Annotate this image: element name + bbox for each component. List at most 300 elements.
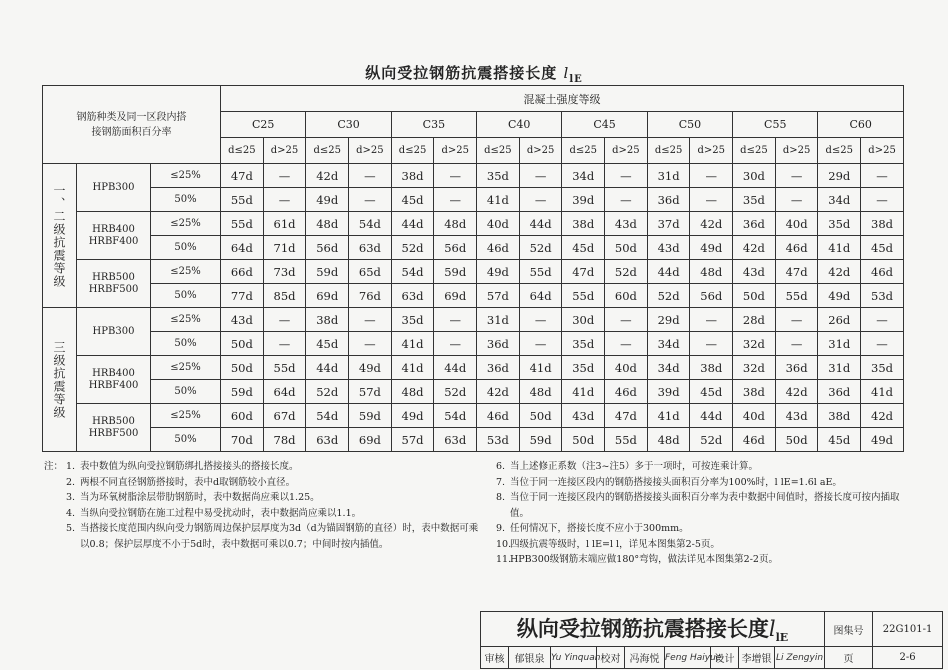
note-number: 8. xyxy=(496,492,506,503)
lap-length-value: 50d xyxy=(221,332,264,356)
lap-length-value: 54d xyxy=(306,404,349,428)
checker-signature: Feng Haiyue xyxy=(665,647,711,669)
lap-length-value: 59d xyxy=(221,380,264,404)
lap-length-value: — xyxy=(861,308,904,332)
lap-length-value: 35d xyxy=(562,356,605,380)
lap-length-value: 64d xyxy=(263,380,306,404)
subheader-d-gt-25: d>25 xyxy=(605,138,648,164)
note-number: 1. xyxy=(66,461,76,472)
subheader-d-le-25: d≤25 xyxy=(221,138,264,164)
lap-length-value: 61d xyxy=(263,212,306,236)
note-item xyxy=(496,521,916,537)
lap-length-value: 31d xyxy=(477,308,520,332)
lap-length-value: 36d xyxy=(733,212,776,236)
lap-length-value: — xyxy=(775,308,818,332)
grade-header: C45 xyxy=(562,112,647,138)
lap-length-value: 31d xyxy=(818,332,861,356)
lap-length-value: — xyxy=(263,332,306,356)
lap-length-value: 48d xyxy=(434,212,477,236)
note-text: 当位于同一连接区段内的钢筋搭接接头面积百分率为表中数据中间值时，搭接长度可按内插取值。 xyxy=(510,492,900,519)
lap-length-value: 44d xyxy=(391,212,434,236)
page-title: 纵向受拉钢筋抗震搭接长度 $l_{lE}$ xyxy=(365,64,583,85)
lap-length-value: 34d xyxy=(818,188,861,212)
lap-length-value: 49d xyxy=(391,404,434,428)
lap-length-value: 44d xyxy=(647,260,690,284)
lap-length-value: 36d xyxy=(647,188,690,212)
note-number: 3. xyxy=(66,492,76,503)
subheader-d-gt-25: d>25 xyxy=(775,138,818,164)
lap-length-value: 42d xyxy=(690,212,733,236)
grade-header: C50 xyxy=(647,112,732,138)
lap-length-value: 56d xyxy=(434,236,477,260)
lap-length-value: — xyxy=(434,188,477,212)
area-ratio-label: ≤25% xyxy=(151,356,221,380)
lap-length-value: 54d xyxy=(349,212,392,236)
lap-length-value: — xyxy=(519,164,562,188)
lap-length-value: — xyxy=(349,332,392,356)
review-label: 审核 xyxy=(481,647,509,669)
subheader-d-le-25: d≤25 xyxy=(647,138,690,164)
note-text: 当搭接长度范围内纵向受力钢筋周边保护层厚度为3d（d为锚固钢筋的直径）时，表中数据可乘以0.8；保护层厚度不小于5d时，表中数据可乘以0.7；中间时按内插值。 xyxy=(80,523,479,550)
note-item xyxy=(44,506,484,522)
area-ratio-label: ≤25% xyxy=(151,164,221,188)
lap-length-value: 49d xyxy=(306,188,349,212)
lap-length-value: 55d xyxy=(221,188,264,212)
lap-length-value: 38d xyxy=(562,212,605,236)
lap-length-value: 41d xyxy=(391,332,434,356)
lap-length-value: 45d xyxy=(562,236,605,260)
note-item xyxy=(44,490,484,506)
lap-length-value: 50d xyxy=(519,404,562,428)
reviewer-signature: Yu Yinquan xyxy=(551,647,597,669)
lap-length-value: 26d xyxy=(818,308,861,332)
note-item xyxy=(496,537,916,553)
lap-length-value: — xyxy=(605,332,648,356)
area-ratio-label: ≤25% xyxy=(151,308,221,332)
lap-length-value: — xyxy=(690,332,733,356)
lap-length-value: 43d xyxy=(647,236,690,260)
lap-length-value: 31d xyxy=(818,356,861,380)
lap-length-value: 38d xyxy=(818,404,861,428)
lap-length-value: 44d xyxy=(306,356,349,380)
note-text: 当上述修正系数（注3~注5）多于一项时，可按连乘计算。 xyxy=(510,461,759,472)
subheader-d-gt-25: d>25 xyxy=(349,138,392,164)
lap-length-value: — xyxy=(519,188,562,212)
lap-length-value: 59d xyxy=(434,260,477,284)
lap-length-value: 36d xyxy=(818,380,861,404)
note-text: 四级抗震等级时，l lE=l l，详见本图集第2-5页。 xyxy=(510,538,720,550)
lap-length-value: 57d xyxy=(349,380,392,404)
steel-type-label: HPB300 xyxy=(77,308,151,356)
lap-length-value: 69d xyxy=(306,284,349,308)
seismic-grade-label: 三级抗震等级 xyxy=(43,308,77,452)
lap-length-value: 46d xyxy=(605,380,648,404)
lap-length-value: — xyxy=(519,308,562,332)
lap-length-value: — xyxy=(861,188,904,212)
area-ratio-label: ≤25% xyxy=(151,260,221,284)
lap-length-value: — xyxy=(263,164,306,188)
lap-length-value: 48d xyxy=(306,212,349,236)
note-text: 表中数值为纵向受拉钢筋绑扎搭接接头的搭接长度。 xyxy=(80,461,299,472)
lap-length-value: 49d xyxy=(818,284,861,308)
title-symbol-sub: lE xyxy=(569,74,583,85)
lap-length-value: 36d xyxy=(477,332,520,356)
lap-length-value: 43d xyxy=(775,404,818,428)
steel-type-label: HRB400 HRBF400 xyxy=(77,356,151,404)
lap-length-value: — xyxy=(349,188,392,212)
lap-length-value: 49d xyxy=(861,428,904,452)
table-row xyxy=(43,164,904,188)
lap-length-value: 42d xyxy=(733,236,776,260)
lap-length-value: 45d xyxy=(391,188,434,212)
note-number: 7. xyxy=(496,476,506,488)
design-label: 设计 xyxy=(711,647,739,669)
lap-length-value: — xyxy=(263,188,306,212)
lap-length-value: 54d xyxy=(391,260,434,284)
lap-length-value: 48d xyxy=(690,260,733,284)
lap-length-value: 52d xyxy=(647,284,690,308)
lap-length-value: 38d xyxy=(861,212,904,236)
title-block xyxy=(480,611,943,669)
lap-length-value: 38d xyxy=(306,308,349,332)
lap-length-value: 52d xyxy=(306,380,349,404)
note-item xyxy=(44,475,484,491)
lap-length-value: 49d xyxy=(690,236,733,260)
lap-length-value: 67d xyxy=(263,404,306,428)
lap-length-value: 59d xyxy=(519,428,562,452)
area-ratio-label: 50% xyxy=(151,332,221,356)
lap-length-value: 54d xyxy=(434,404,477,428)
lap-length-value: 85d xyxy=(263,284,306,308)
reviewer-name: 郁银泉 xyxy=(509,647,551,669)
note-text: 当纵向受拉钢筋在施工过程中易受扰动时，表中数据尚应乘以1.1。 xyxy=(80,507,362,519)
lap-length-value: 63d xyxy=(391,284,434,308)
grade-header: C60 xyxy=(818,112,904,138)
note-text: 任何情况下，搭接长度不应小于300mm。 xyxy=(510,523,689,534)
lap-length-value: 47d xyxy=(605,404,648,428)
table-row xyxy=(43,356,904,380)
note-item xyxy=(496,552,916,568)
subheader-d-le-25: d≤25 xyxy=(818,138,861,164)
title-block-symbol: l xyxy=(768,617,776,642)
lap-length-value: 59d xyxy=(349,404,392,428)
lap-length-value: 45d xyxy=(306,332,349,356)
subheader-d-gt-25: d>25 xyxy=(434,138,477,164)
lap-length-value: 50d xyxy=(221,356,264,380)
table-row xyxy=(43,308,904,332)
lap-length-value: 42d xyxy=(861,404,904,428)
page-label: 页 xyxy=(825,647,873,669)
subheader-d-gt-25: d>25 xyxy=(519,138,562,164)
lap-length-value: 50d xyxy=(605,236,648,260)
lap-length-value: 42d xyxy=(818,260,861,284)
lap-length-value: — xyxy=(434,332,477,356)
note-prefix xyxy=(44,490,66,506)
lap-length-value: 49d xyxy=(349,356,392,380)
lap-length-value: 41d xyxy=(861,380,904,404)
lap-length-table xyxy=(42,85,904,452)
lap-length-value: 43d xyxy=(605,212,648,236)
lap-length-value: 50d xyxy=(733,284,776,308)
lap-length-value: 43d xyxy=(221,308,264,332)
lap-length-value: — xyxy=(349,308,392,332)
lap-length-value: 48d xyxy=(519,380,562,404)
lap-length-value: — xyxy=(605,164,648,188)
lap-length-value: — xyxy=(605,188,648,212)
note-prefix xyxy=(44,475,66,491)
table-row xyxy=(43,236,904,260)
lap-length-value: 42d xyxy=(775,380,818,404)
note-number: 2. xyxy=(66,476,76,488)
subheader-d-gt-25: d>25 xyxy=(263,138,306,164)
lap-length-value: 48d xyxy=(391,380,434,404)
note-prefix xyxy=(44,506,66,522)
lap-length-value: — xyxy=(690,188,733,212)
page-number: 2-6 xyxy=(873,647,943,669)
grade-header: C25 xyxy=(221,112,306,138)
lap-length-value: 35d xyxy=(562,332,605,356)
area-ratio-label: 50% xyxy=(151,236,221,260)
lap-length-value: 45d xyxy=(861,236,904,260)
lap-length-value: 77d xyxy=(221,284,264,308)
note-number: 10. xyxy=(496,538,512,550)
lap-length-value: — xyxy=(519,332,562,356)
lap-length-value: 37d xyxy=(647,212,690,236)
lap-length-value: 40d xyxy=(477,212,520,236)
lap-length-value: — xyxy=(861,164,904,188)
note-item xyxy=(44,521,484,552)
lap-length-value: 52d xyxy=(434,380,477,404)
designer-signature: Li Zengyin xyxy=(775,647,825,669)
title-block-symbol-sub: lE xyxy=(775,631,789,645)
note-item xyxy=(44,459,484,475)
lap-length-value: 55d xyxy=(775,284,818,308)
lap-length-value: 52d xyxy=(605,260,648,284)
lap-length-value: 34d xyxy=(647,356,690,380)
subheader-d-le-25: d≤25 xyxy=(306,138,349,164)
lap-length-value: 52d xyxy=(519,236,562,260)
table-row xyxy=(43,428,904,452)
lap-length-value: 36d xyxy=(477,356,520,380)
area-ratio-label: ≤25% xyxy=(151,404,221,428)
lap-length-value: 44d xyxy=(434,356,477,380)
lap-length-value: 41d xyxy=(519,356,562,380)
lap-length-value: 32d xyxy=(733,356,776,380)
lap-length-value: 42d xyxy=(477,380,520,404)
lap-length-value: — xyxy=(349,164,392,188)
note-item xyxy=(496,475,916,491)
lap-length-value: 40d xyxy=(775,212,818,236)
lap-length-value: — xyxy=(690,308,733,332)
lap-length-value: 50d xyxy=(775,428,818,452)
grade-header: C30 xyxy=(306,112,391,138)
steel-type-label: HRB400 HRBF400 xyxy=(77,212,151,260)
lap-length-value: 28d xyxy=(733,308,776,332)
subheader-d-le-25: d≤25 xyxy=(562,138,605,164)
lap-length-value: 73d xyxy=(263,260,306,284)
lap-length-value: 57d xyxy=(477,284,520,308)
lap-length-value: 52d xyxy=(391,236,434,260)
notes-left xyxy=(44,459,484,552)
lap-length-value: 55d xyxy=(263,356,306,380)
lap-length-value: 66d xyxy=(221,260,264,284)
lap-length-value: 47d xyxy=(775,260,818,284)
subheader-d-le-25: d≤25 xyxy=(733,138,776,164)
designer-name: 李增银 xyxy=(739,647,775,669)
title-symbol: l xyxy=(563,64,570,82)
lap-length-value: 47d xyxy=(562,260,605,284)
corner-header: 钢筋种类及同一区段内搭接钢筋面积百分率 xyxy=(43,86,221,164)
lap-length-value: 35d xyxy=(861,356,904,380)
lap-length-value: 43d xyxy=(733,260,776,284)
notes-right xyxy=(496,459,916,568)
steel-type-label: HPB300 xyxy=(77,164,151,212)
lap-length-value: 46d xyxy=(775,236,818,260)
atlas-label: 图集号 xyxy=(825,612,873,647)
note-prefix: 注： xyxy=(44,461,64,472)
subheader-d-gt-25: d>25 xyxy=(861,138,904,164)
note-number: 6. xyxy=(496,461,506,472)
concrete-grade-header: 混凝土强度等级 xyxy=(221,86,904,112)
area-ratio-label: 50% xyxy=(151,284,221,308)
lap-length-value: 31d xyxy=(647,164,690,188)
lap-length-value: 40d xyxy=(605,356,648,380)
lap-length-value: 38d xyxy=(391,164,434,188)
lap-length-value: 53d xyxy=(477,428,520,452)
grade-header: C55 xyxy=(733,112,818,138)
table-row xyxy=(43,404,904,428)
lap-length-value: 41d xyxy=(391,356,434,380)
atlas-number: 22G101-1 xyxy=(873,612,943,647)
lap-length-value: 76d xyxy=(349,284,392,308)
note-number: 11. xyxy=(496,554,512,565)
lap-length-value: 35d xyxy=(477,164,520,188)
lap-length-value: 78d xyxy=(263,428,306,452)
lap-length-value: — xyxy=(605,308,648,332)
lap-length-value: 41d xyxy=(477,188,520,212)
lap-length-value: 55d xyxy=(519,260,562,284)
lap-length-value: 55d xyxy=(605,428,648,452)
lap-length-value: 45d xyxy=(690,380,733,404)
lap-length-value: 49d xyxy=(477,260,520,284)
table-row xyxy=(43,212,904,236)
lap-length-value: 30d xyxy=(562,308,605,332)
lap-length-value: — xyxy=(434,164,477,188)
table-row xyxy=(43,380,904,404)
lap-length-value: 38d xyxy=(733,380,776,404)
grade-header: C35 xyxy=(391,112,476,138)
lap-length-value: 42d xyxy=(306,164,349,188)
lap-length-value: 46d xyxy=(477,404,520,428)
note-text: 两根不同直径钢筋搭接时，表中d取钢筋较小直径。 xyxy=(80,476,296,488)
lap-length-value: 39d xyxy=(647,380,690,404)
lap-length-value: 45d xyxy=(818,428,861,452)
lap-length-value: 40d xyxy=(733,404,776,428)
lap-length-value: 30d xyxy=(733,164,776,188)
area-ratio-label: 50% xyxy=(151,428,221,452)
note-text: 当为环氧树脂涂层带肋钢筋时，表中数据尚应乘以1.25。 xyxy=(80,492,320,503)
lap-length-value: 65d xyxy=(349,260,392,284)
area-ratio-label: ≤25% xyxy=(151,212,221,236)
lap-length-value: 36d xyxy=(775,356,818,380)
grade-header: C40 xyxy=(477,112,562,138)
lap-length-value: 60d xyxy=(221,404,264,428)
lap-length-value: 56d xyxy=(690,284,733,308)
lap-length-value: 53d xyxy=(861,284,904,308)
lap-length-value: 64d xyxy=(519,284,562,308)
lap-length-value: 34d xyxy=(562,164,605,188)
seismic-grade-label: 一、二级抗震等级 xyxy=(43,164,77,308)
lap-length-value: 52d xyxy=(690,428,733,452)
lap-length-value: — xyxy=(434,308,477,332)
area-ratio-label: 50% xyxy=(151,380,221,404)
lap-length-value: — xyxy=(775,332,818,356)
lap-length-value: 63d xyxy=(349,236,392,260)
lap-length-value: 29d xyxy=(818,164,861,188)
note-item xyxy=(496,459,916,475)
subheader-d-gt-25: d>25 xyxy=(690,138,733,164)
lap-length-value: 55d xyxy=(562,284,605,308)
lap-length-value: 48d xyxy=(647,428,690,452)
note-item xyxy=(496,490,916,521)
lap-length-value: 46d xyxy=(861,260,904,284)
lap-length-value: 41d xyxy=(647,404,690,428)
lap-length-value: 35d xyxy=(391,308,434,332)
lap-length-value: — xyxy=(775,188,818,212)
subheader-d-le-25: d≤25 xyxy=(477,138,520,164)
lap-length-value: 43d xyxy=(562,404,605,428)
lap-length-value: 44d xyxy=(690,404,733,428)
lap-length-value: 39d xyxy=(562,188,605,212)
lap-length-value: 56d xyxy=(306,236,349,260)
note-text: HPB300级钢筋末端应做180°弯钩，做法详见本图集第2-2页。 xyxy=(510,554,778,565)
lap-length-value: 60d xyxy=(605,284,648,308)
lap-length-value: 69d xyxy=(434,284,477,308)
table-row xyxy=(43,284,904,308)
note-text: 当位于同一连接区段内的钢筋搭接接头面积百分率为100%时，l lE=1.6l aE。 xyxy=(510,476,842,488)
lap-length-value: 44d xyxy=(519,212,562,236)
steel-type-label: HRB500 HRBF500 xyxy=(77,260,151,308)
lap-length-value: 59d xyxy=(306,260,349,284)
lap-length-value: 46d xyxy=(733,428,776,452)
lap-length-value: 32d xyxy=(733,332,776,356)
lap-length-value: — xyxy=(861,332,904,356)
table-row xyxy=(43,332,904,356)
table-row xyxy=(43,188,904,212)
table-row xyxy=(43,260,904,284)
lap-length-value: 64d xyxy=(221,236,264,260)
note-prefix xyxy=(44,521,66,552)
lap-length-value: — xyxy=(775,164,818,188)
lap-length-value: 70d xyxy=(221,428,264,452)
lap-length-value: 35d xyxy=(733,188,776,212)
lap-length-value: 41d xyxy=(562,380,605,404)
lap-length-value: 29d xyxy=(647,308,690,332)
subheader-d-le-25: d≤25 xyxy=(391,138,434,164)
lap-length-value: 57d xyxy=(391,428,434,452)
lap-length-value: 41d xyxy=(818,236,861,260)
lap-length-value: 47d xyxy=(221,164,264,188)
note-number: 5. xyxy=(66,523,76,534)
lap-length-value: 35d xyxy=(818,212,861,236)
lap-length-value: 55d xyxy=(221,212,264,236)
lap-length-value: 71d xyxy=(263,236,306,260)
note-number: 4. xyxy=(66,507,76,519)
checker-name: 冯海悦 xyxy=(625,647,665,669)
lap-length-value: — xyxy=(690,164,733,188)
lap-length-value: 38d xyxy=(690,356,733,380)
note-number: 9. xyxy=(496,523,506,534)
